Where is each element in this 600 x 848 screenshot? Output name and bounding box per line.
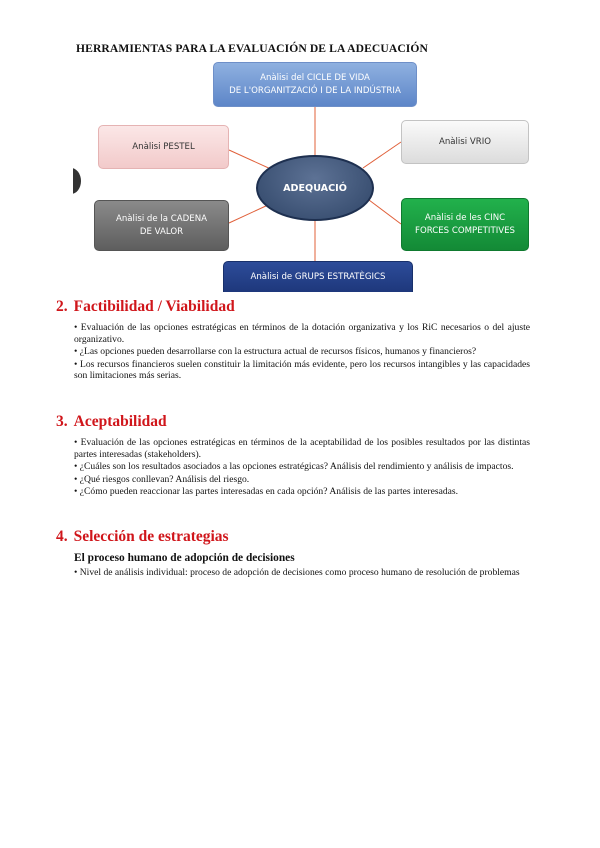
section-factibilidad: [56, 298, 530, 383]
connector-vrio: [363, 142, 401, 168]
page-title: HERRAMIENTAS PARA LA EVALUACIÓN DE LA ADECUACIÓN: [76, 42, 429, 55]
connector-pestel: [229, 150, 273, 170]
node-vrio: [401, 120, 529, 164]
node-cadena-line2: DE VALOR: [139, 226, 184, 237]
node-cadena-de-valor: [94, 200, 229, 251]
node-adequacio-center: [256, 155, 374, 221]
adequacy-diagram: [73, 60, 529, 292]
node-cinc-line2: FORCES COMPETITIVES: [415, 225, 515, 236]
node-grups-estrategics: [223, 261, 413, 292]
node-vrio-label: Anàlisi VRIO: [438, 136, 492, 147]
node-pestel: [98, 125, 229, 169]
node-cadena-line1: Anàlisi de la CADENA: [115, 213, 208, 224]
connector-cinc: [369, 200, 401, 224]
bullet-item: • Nivel de análisis individual: proceso de adopción de decisiones como proceso humano de resolución de problemas: [74, 567, 520, 578]
section-aceptabilidad: [56, 413, 530, 499]
section-seleccion: [56, 528, 530, 580]
node-center-label: ADEQUACIÓ: [283, 182, 347, 194]
section-title: Selección de estrategias: [73, 528, 229, 545]
section-title: Aceptabilidad: [73, 413, 167, 430]
node-cinc-line1: Anàlisi de les CINC: [424, 212, 506, 223]
bullet-item: • ¿Cuáles son los resultados asociados a las opciones estratégicas? Análisis del rendimiento y análisis de impactos.: [74, 461, 514, 473]
section-title: Factibilidad / Viabilidad: [73, 298, 235, 315]
bullet-item: • ¿Cómo pueden reaccionar las partes interesadas en cada opción? Análisis de las partes interesadas.: [74, 486, 459, 498]
section-number: 2.: [56, 298, 68, 315]
section-heading: [56, 413, 530, 431]
node-cicle-line1: Anàlisi del CICLE DE VIDA: [260, 72, 370, 83]
bullet-item: • ¿Qué riesgos conllevan? Análisis del riesgo.: [74, 473, 250, 485]
bullet-item: • ¿Las opciones pueden desarrollarse con la estructura actual de recursos físicos, humanos y financieros?: [74, 346, 477, 358]
node-grups-label: Anàlisi de GRUPS ESTRATÈGICS: [250, 272, 386, 282]
connector-cadena: [229, 205, 268, 223]
bullet-item: • Evaluación de las opciones estratégicas en términos de la dotación organizativa y los RiC necesarios o del ajuste organizativo.: [74, 322, 530, 345]
section-heading: [56, 298, 530, 316]
section-subheading: El proceso humano de adopción de decisiones: [74, 552, 295, 564]
bullet-item: • Evaluación de las opciones estratégicas en términos de la aceptabilidad de los posibles resultados por las distintas partes interesadas (stakeholders).: [74, 437, 530, 460]
node-cinc-forces: [401, 198, 529, 251]
section-number: 3.: [56, 413, 68, 430]
section-number: 4.: [56, 528, 68, 545]
node-cicle-de-vida: [213, 62, 417, 107]
bullet-item: • Los recursos financieros suelen constituir la limitación más evidente, pero los recursos intangibles y las capacidades son limitaciones más serias.: [74, 358, 530, 382]
node-pestel-label: Anàlisi PESTEL: [132, 141, 195, 152]
node-cicle-line2: DE L'ORGANITZACIÓ I DE LA INDÚSTRIA: [229, 85, 401, 96]
section-heading: [56, 528, 530, 546]
